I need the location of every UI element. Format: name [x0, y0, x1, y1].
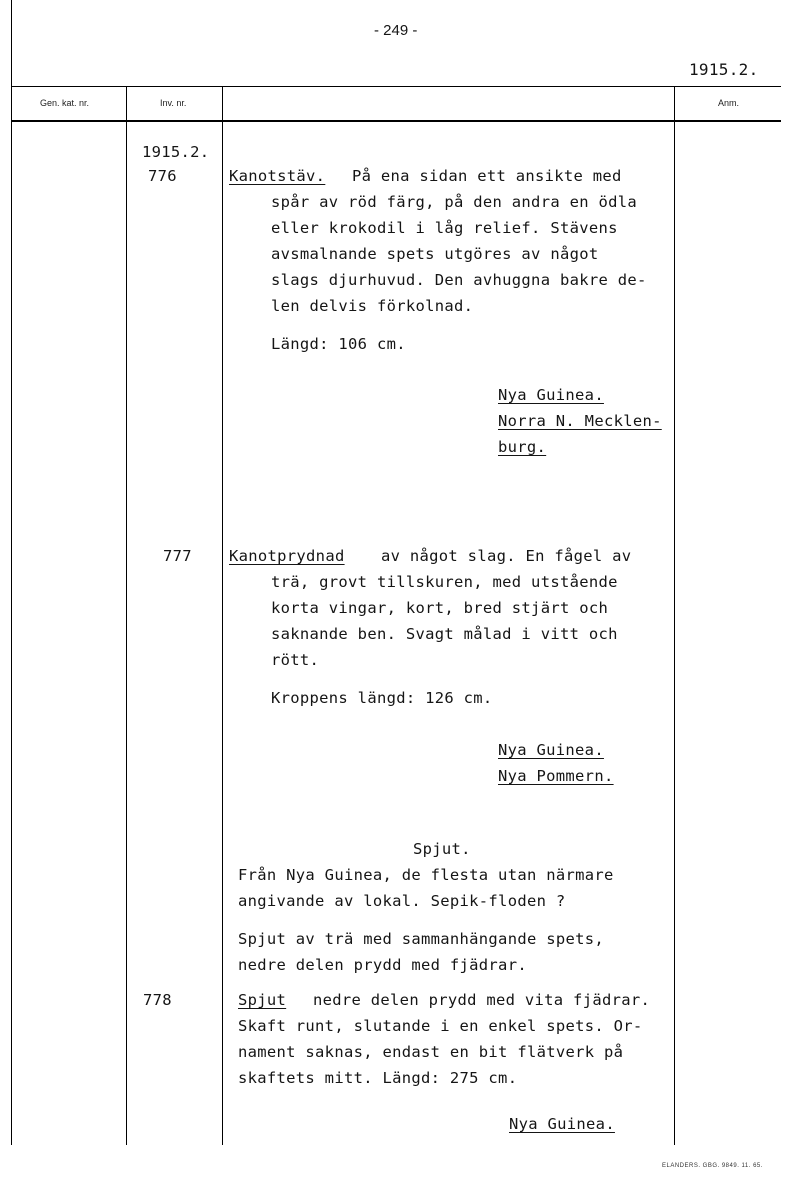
- entry-text-776-5: slags djurhuvud. Den avhuggna bakre de-: [271, 271, 647, 289]
- entry-text-777-2: trä, grovt tillskuren, med utstående: [271, 573, 618, 591]
- left-margin-rule: [11, 0, 12, 1145]
- entry-text-776-4: avsmalnande spets utgöres av något: [271, 245, 599, 263]
- entry-term-776: Kanotstäv.: [229, 167, 326, 185]
- column-header-inv: Inv. nr.: [160, 98, 187, 108]
- entry-locality-776-2: Norra N. Mecklen-: [498, 412, 662, 430]
- entry-text-777-1: av något slag. En fågel av: [381, 547, 632, 565]
- section-desc-1: Spjut av trä med sammanhängande spets,: [238, 930, 605, 948]
- entry-term-777: Kanotprydnad: [229, 547, 345, 565]
- entry-text-777-5: rött.: [271, 651, 320, 669]
- entry-text-776-2: spår av röd färg, på den andra en ödla: [271, 193, 638, 211]
- entry-text-778-3: nament saknas, endast en bit flätverk på: [238, 1043, 624, 1061]
- column-header-anm: Anm.: [718, 98, 740, 108]
- entry-locality-776-1: Nya Guinea.: [498, 386, 604, 404]
- entry-text-778-4: skaftets mitt. Längd: 275 cm.: [238, 1069, 518, 1087]
- entry-text-776-6: len delvis förkolnad.: [271, 297, 474, 315]
- entry-locality-778: Nya Guinea.: [509, 1115, 615, 1133]
- inv-number-778: 778: [143, 991, 172, 1009]
- column-rule-anm: [674, 86, 675, 1145]
- entry-locality-777-2: Nya Pommern.: [498, 767, 614, 785]
- section-desc-2: nedre delen prydd med fjädrar.: [238, 956, 527, 974]
- entry-locality-776-3: burg.: [498, 438, 547, 456]
- printer-imprint: ELANDERS. GBG. 9849. 11. 65.: [662, 1163, 763, 1169]
- entry-term-778: Spjut: [238, 991, 287, 1009]
- page-number: - 249 -: [374, 22, 418, 39]
- entry-text-778-1: nedre delen prydd med vita fjädrar.: [313, 991, 651, 1009]
- column-header-gen: Gen. kat. nr.: [40, 98, 90, 108]
- catalog-year: 1915.2.: [142, 143, 210, 161]
- column-rule-gen: [126, 86, 127, 1145]
- entry-measure-776: Längd: 106 cm.: [271, 335, 406, 353]
- entry-text-778-2: Skaft runt, slutande i en enkel spets. Or-: [238, 1017, 643, 1035]
- inv-number-777: 777: [163, 547, 192, 565]
- entry-locality-777-1: Nya Guinea.: [498, 741, 604, 759]
- catalog-year-top: 1915.2.: [689, 60, 759, 79]
- inv-number-776: 776: [148, 167, 177, 185]
- entry-text-776-1: På ena sidan ett ansikte med: [352, 167, 622, 185]
- section-intro-1: Från Nya Guinea, de flesta utan närmare: [238, 866, 614, 884]
- section-title: Spjut.: [413, 840, 471, 858]
- entry-measure-777: Kroppens längd: 126 cm.: [271, 689, 493, 707]
- entry-text-776-3: eller krokodil i låg relief. Stävens: [271, 219, 618, 237]
- section-intro-2: angivande av lokal. Sepik-floden ?: [238, 892, 566, 910]
- entry-text-777-3: korta vingar, kort, bred stjärt och: [271, 599, 609, 617]
- column-rule-inv: [222, 86, 223, 1145]
- entry-text-777-4: saknande ben. Svagt målad i vitt och: [271, 625, 618, 643]
